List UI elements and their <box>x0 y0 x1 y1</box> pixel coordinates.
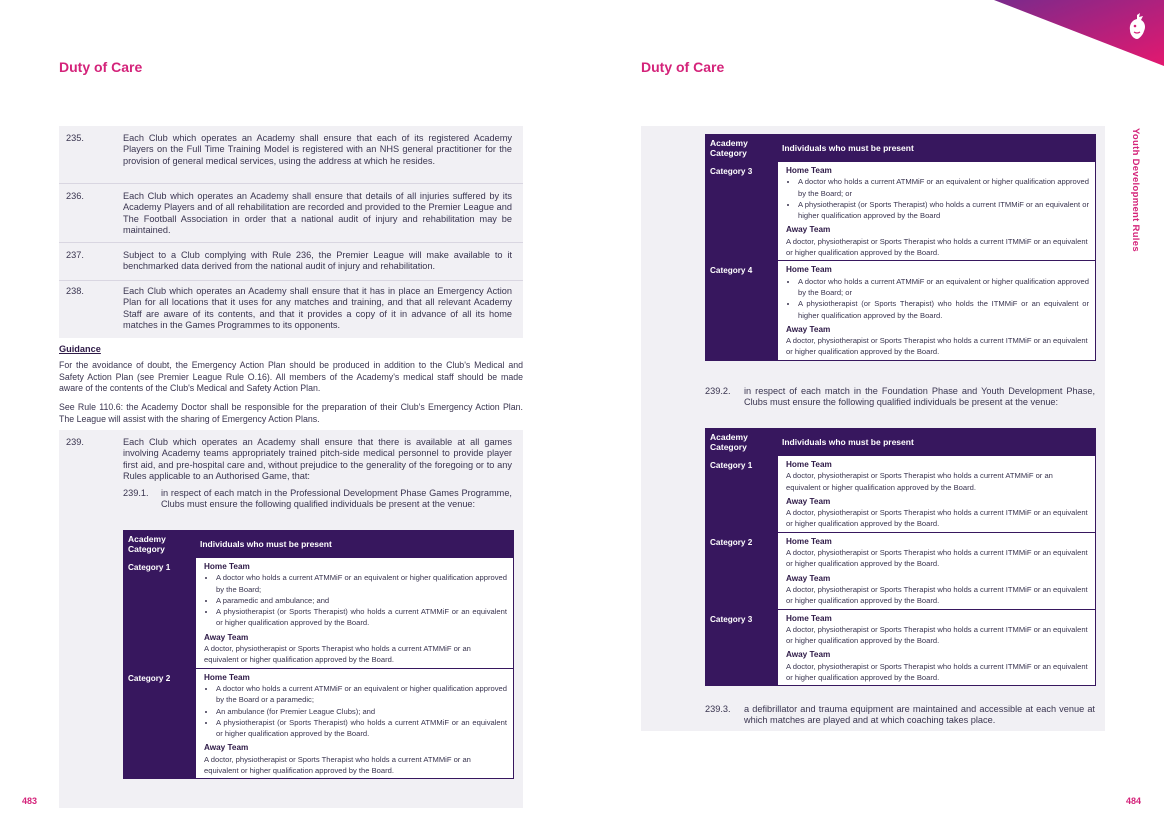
rule-number: 238. <box>66 286 84 296</box>
table-row <box>706 532 1096 609</box>
home-team-list <box>786 276 1089 321</box>
table-header-row <box>124 531 514 558</box>
table-row <box>706 261 1096 360</box>
rule-number: 239.1. <box>123 488 149 498</box>
category-cell: Category 1 <box>706 456 779 533</box>
away-team-heading: Away Team <box>204 743 249 753</box>
away-team-heading: Away Team <box>786 225 831 235</box>
table-header-category: Academy Category <box>706 429 779 456</box>
requirements-cell <box>778 532 1096 609</box>
category-cell: Category 3 <box>706 162 779 261</box>
requirements-cell <box>196 558 514 669</box>
rule-text: Subject to a Club complying with Rule 236, the Premier League will make available to it benchmarked data derived from the national audit of injury and rehabilitation. <box>123 250 512 272</box>
rule-238 <box>66 286 512 332</box>
requirements-cell <box>778 261 1096 360</box>
rule-239-3 <box>705 704 1095 728</box>
table-row <box>706 456 1096 533</box>
requirements-cell <box>778 456 1096 533</box>
list-item: • An ambulance (for Premier League Clubs); and <box>216 706 507 717</box>
table-header-row <box>706 135 1096 162</box>
rule-text: Each Club which operates an Academy shall ensure that each of its registered Academy Players on the Full Time Training Model is registered with an NHS general practitioner for the provision of general medical services, using the address at which he resides. <box>123 133 512 166</box>
list-item: • A physiotherapist (or Sports Therapist) who holds a current ITMMiF or an equivalent or higher qualification approved by the Board <box>798 199 1089 222</box>
away-team-text: A doctor, physiotherapist or Sports Therapist who holds a current ITMMiF or an equivalent or higher qualification approved by the Board. <box>786 236 1088 258</box>
away-team-heading: Away Team <box>786 573 831 583</box>
list-item: • A doctor who holds a current ATMMiF or an equivalent or higher qualification approved by the Board; or <box>798 176 1089 199</box>
home-team-heading: Home Team <box>204 672 250 682</box>
away-team-text: A doctor, physiotherapist or Sports Therapist who holds a current ATMMiF or an equivalent or higher qualification approved by the Board. <box>204 754 471 776</box>
divider <box>59 183 523 184</box>
rule-text: in respect of each match in the Foundation Phase and Youth Development Phase, Clubs must ensure the following qualified individuals be present at the venue: <box>744 386 1095 408</box>
rule-text: Each Club which operates an Academy shall ensure that there is available at all games involving Academy teams appropriately trained pitch-side medical personnel to provide player first aid, and pre-hospital care and, without prejudice to the generality of the foregoing or to any Rules applicable to an Authorised Game, that: <box>123 437 512 482</box>
table-row <box>124 668 514 779</box>
table-header-category: Academy Category <box>706 135 779 162</box>
medical-personnel-table-pdp <box>123 530 514 779</box>
home-team-list <box>204 572 507 628</box>
table-header-individuals: Individuals who must be present <box>778 429 1096 456</box>
guidance-paragraph: For the avoidance of doubt, the Emergency Action Plan should be produced in addition to the Club's Medical and Safety Action Plan (see Premier League Rule O.16). All members of the Academy's medical staff should be made aware of the contents of the Club's Medical and Safety Action Plan. <box>59 360 523 394</box>
requirements-cell <box>778 162 1096 261</box>
table-header-category: Academy Category <box>124 531 197 558</box>
rule-number: 236. <box>66 191 84 201</box>
medical-personnel-table-pdp-continued <box>705 134 1096 361</box>
guidance-heading: Guidance <box>59 344 101 354</box>
list-item: • A physiotherapist (or Sports Therapist) who holds a current ATMMiF or an equivalent or higher qualification approved by the Board. <box>216 606 507 629</box>
home-team-heading: Home Team <box>786 613 832 623</box>
rule-text: Each Club which operates an Academy shall ensure that details of all injuries suffered by its Academy Players and of all rehabilitation are recorded and provided to the Premier League and The Football Association in order that a national audit of injury and rehabilitation may be maintained. <box>123 191 512 236</box>
home-team-list <box>786 176 1089 221</box>
rule-235 <box>66 133 512 179</box>
requirements-cell <box>196 668 514 779</box>
rule-237 <box>66 250 512 274</box>
category-cell: Category 2 <box>706 532 779 609</box>
rule-text: a defibrillator and trauma equipment are maintained and accessible at each venue at which matches are played and at which coaching takes place. <box>744 704 1095 726</box>
home-team-heading: Home Team <box>786 460 832 469</box>
list-item: • A doctor who holds a current ATMMiF or an equivalent or higher qualification approved by the Board or a paramedic; <box>216 683 507 706</box>
list-item: • A doctor who holds a current ATMMiF or an equivalent or higher qualification approved by the Board; <box>216 572 507 595</box>
table-header-individuals: Individuals who must be present <box>196 531 514 558</box>
page-number-left: 483 <box>22 796 38 806</box>
list-item: • A paramedic and ambulance; and <box>216 595 507 606</box>
away-team-heading: Away Team <box>204 632 249 642</box>
away-team-text: A doctor, physiotherapist or Sports Therapist who holds a current ITMMiF or an equivalent or higher qualification approved by the Board. <box>786 336 1088 357</box>
category-cell: Category 2 <box>124 668 197 779</box>
list-item: • A physiotherapist (or Sports Therapist) who holds a current ATMMiF or an equivalent or higher qualification approved by the Board. <box>216 717 507 740</box>
table-row <box>706 609 1096 686</box>
rule-text: Each Club which operates an Academy shall ensure that it has in place an Emergency Action Plan for all locations that it uses for any matches and training, and that all relevant Academy Staff are aware of its contents, and that it provides a copy of it in advance of all its home matches in the Games Programmes to its opponents. <box>123 286 512 331</box>
away-team-heading: Away Team <box>786 650 831 660</box>
rule-number: 239. <box>66 437 84 447</box>
home-team-text: A doctor, physiotherapist or Sports Therapist who holds a current ITMMiF or an equivalent or higher qualification approved by the Board. <box>786 624 1088 646</box>
medical-personnel-table-fp-ydp <box>705 428 1096 686</box>
table-row <box>706 162 1096 261</box>
table-header-row <box>706 429 1096 456</box>
rule-239-2 <box>705 386 1095 422</box>
rule-number: 237. <box>66 250 84 260</box>
rule-number: 239.2. <box>705 386 731 396</box>
rule-239 <box>66 437 512 485</box>
category-cell: Category 3 <box>706 609 779 686</box>
rule-number: 239.3. <box>705 704 731 714</box>
page-title-right: Duty of Care <box>641 59 725 75</box>
away-team-text: A doctor, physiotherapist or Sports Therapist who holds a current ITMMiF or an equivalent or higher qualification approved by the Board. <box>786 661 1088 683</box>
divider <box>59 242 523 243</box>
table-row <box>124 558 514 669</box>
table-header-individuals: Individuals who must be present <box>778 135 1096 162</box>
home-team-list <box>204 683 507 739</box>
away-team-text: A doctor, physiotherapist or Sports Therapist who holds a current ITMMiF or an equivalent or higher qualification approved by the Board. <box>786 508 1088 529</box>
section-side-label: Youth Development Rules <box>1130 128 1141 252</box>
page-number-right: 484 <box>1126 796 1142 806</box>
home-team-heading: Home Team <box>786 265 832 275</box>
away-team-heading: Away Team <box>786 496 831 506</box>
home-team-heading: Home Team <box>786 536 832 546</box>
requirements-cell <box>778 609 1096 686</box>
page-title-left: Duty of Care <box>59 59 143 75</box>
away-team-text: A doctor, physiotherapist or Sports Therapist who holds a current ITMMiF or an equivalent or higher qualification approved by the Board. <box>786 584 1088 606</box>
rule-236 <box>66 191 512 237</box>
lion-crest-icon <box>1126 12 1148 42</box>
list-item: • A physiotherapist (or Sports Therapist) who holds the ITMMiF or an equivalent or higher qualification approved by the Board. <box>798 298 1089 321</box>
category-cell: Category 1 <box>124 558 197 669</box>
rule-number: 235. <box>66 133 84 143</box>
home-team-text: A doctor, physiotherapist or Sports Therapist who holds a current ATMMiF or an equivalent or higher qualification approved by the Board. <box>786 471 1053 492</box>
away-team-heading: Away Team <box>786 324 831 334</box>
rule-239-1 <box>123 488 512 524</box>
away-team-text: A doctor, physiotherapist or Sports Therapist who holds a current ATMMiF or an equivalent or higher qualification approved by the Board. <box>204 644 471 665</box>
category-cell: Category 4 <box>706 261 779 360</box>
home-team-heading: Home Team <box>204 562 250 571</box>
list-item: • A doctor who holds a current ATMMiF or an equivalent or higher qualification approved by the Board; or <box>798 276 1089 299</box>
guidance-paragraph: See Rule 110.6: the Academy Doctor shall be responsible for the preparation of their Club's Emergency Action Plan. The League will assist with the sharing of Emergency Action Plans. <box>59 402 523 424</box>
home-team-heading: Home Team <box>786 166 832 175</box>
rule-text: in respect of each match in the Professional Development Phase Games Programme, Clubs must ensure the following qualified individuals be present at the venue: <box>161 488 512 510</box>
divider <box>59 280 523 281</box>
home-team-text: A doctor, physiotherapist or Sports Therapist who holds a current ITMMiF or an equivalent or higher qualification approved by the Board. <box>786 548 1088 569</box>
